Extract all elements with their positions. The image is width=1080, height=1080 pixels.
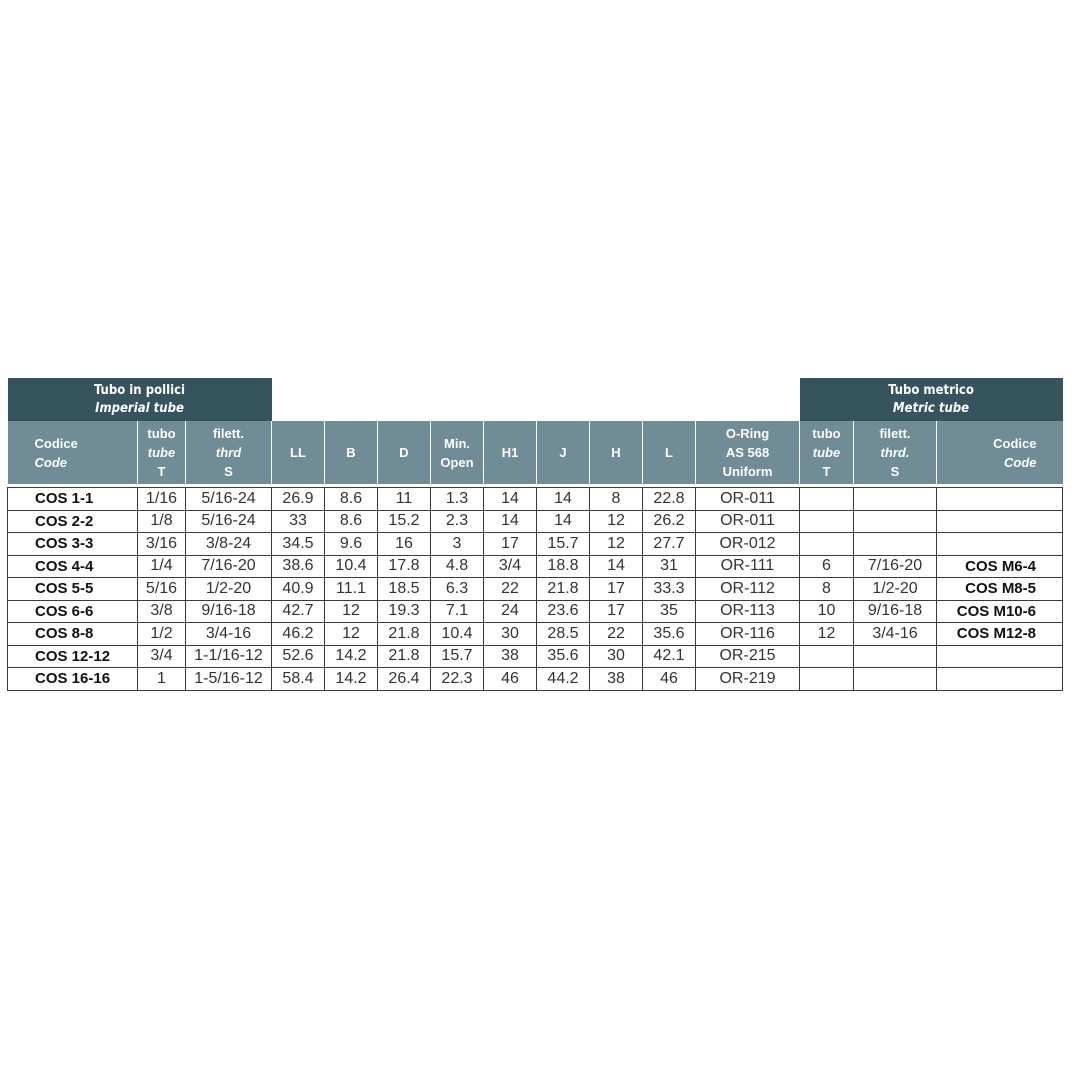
column-header-line: Uniform xyxy=(722,464,773,479)
cell-ll: 33 xyxy=(272,510,325,533)
cell-o-ring: OR-113 xyxy=(696,600,800,623)
column-header-line: LL xyxy=(290,445,306,460)
cell-tube-t: 1/4 xyxy=(138,555,186,578)
cell-l: 46 xyxy=(643,668,696,691)
cell-metric-tube-t xyxy=(800,668,854,691)
cell-l: 35.6 xyxy=(643,623,696,646)
cell-l: 35 xyxy=(643,600,696,623)
cell-ll: 52.6 xyxy=(272,645,325,668)
column-header-line: H1 xyxy=(501,445,519,460)
cell-metric-code xyxy=(937,668,1063,691)
cell-ll: 34.5 xyxy=(272,533,325,556)
cell-h1: 14 xyxy=(484,510,537,533)
cell-tube-t: 1/8 xyxy=(138,510,186,533)
cell-ll: 42.7 xyxy=(272,600,325,623)
cell-h1: 3/4 xyxy=(484,555,537,578)
cell-b: 12 xyxy=(325,600,378,623)
column-header-line: D xyxy=(399,445,409,460)
cell-h: 8 xyxy=(590,488,643,511)
cell-code: COS 16-16 xyxy=(8,668,138,691)
cell-metric-code xyxy=(937,488,1063,511)
column-header-h1 xyxy=(484,421,537,484)
cell-min-open: 22.3 xyxy=(431,668,484,691)
column-header-line: tube xyxy=(147,445,176,460)
cell-min-open: 10.4 xyxy=(431,623,484,646)
column-header-line: Codice xyxy=(34,435,78,451)
column-header-l xyxy=(643,421,696,484)
cell-tube-t: 5/16 xyxy=(138,578,186,601)
cell-h: 12 xyxy=(590,510,643,533)
column-header-metric-tube-t xyxy=(800,421,854,484)
cell-ll: 40.9 xyxy=(272,578,325,601)
fitting-spec-table xyxy=(7,378,1063,691)
table-row xyxy=(8,533,1063,556)
cell-metric-tube-t xyxy=(800,510,854,533)
cell-ll: 58.4 xyxy=(272,668,325,691)
cell-code: COS 5-5 xyxy=(8,578,138,601)
cell-o-ring: OR-116 xyxy=(696,623,800,646)
table-row xyxy=(8,555,1063,578)
cell-h: 30 xyxy=(590,645,643,668)
column-header-line: filett. xyxy=(212,426,245,441)
cell-o-ring: OR-011 xyxy=(696,488,800,511)
cell-thread-s: 1-1/16-12 xyxy=(186,645,272,668)
cell-b: 14.2 xyxy=(325,668,378,691)
cell-metric-thread-s: 7/16-20 xyxy=(854,555,937,578)
cell-h: 12 xyxy=(590,533,643,556)
cell-metric-thread-s xyxy=(854,668,937,691)
column-header-line: T xyxy=(157,464,166,479)
column-header-metric-code xyxy=(937,421,1063,484)
cell-j: 21.8 xyxy=(537,578,590,601)
column-header-b xyxy=(325,421,378,484)
cell-metric-thread-s xyxy=(854,510,937,533)
table-row xyxy=(8,645,1063,668)
cell-o-ring: OR-012 xyxy=(696,533,800,556)
cell-h: 17 xyxy=(590,600,643,623)
cell-code: COS 12-12 xyxy=(8,645,138,668)
cell-metric-tube-t: 10 xyxy=(800,600,854,623)
column-header-line: Open xyxy=(440,454,474,470)
cell-metric-code xyxy=(937,645,1063,668)
column-header-line: H xyxy=(611,445,621,460)
cell-metric-code xyxy=(937,510,1063,533)
cell-tube-t: 1 xyxy=(138,668,186,691)
cell-j: 23.6 xyxy=(537,600,590,623)
cell-code: COS 4-4 xyxy=(8,555,138,578)
cell-metric-thread-s: 3/4-16 xyxy=(854,623,937,646)
cell-min-open: 1.3 xyxy=(431,488,484,511)
cell-h: 22 xyxy=(590,623,643,646)
cell-metric-tube-t: 6 xyxy=(800,555,854,578)
column-header-metric-thread-s xyxy=(854,421,937,484)
cell-metric-code xyxy=(937,533,1063,556)
cell-metric-thread-s xyxy=(854,645,937,668)
cell-metric-thread-s: 9/16-18 xyxy=(854,600,937,623)
cell-tube-t: 1/2 xyxy=(138,623,186,646)
cell-code: COS 2-2 xyxy=(8,510,138,533)
cell-o-ring: OR-219 xyxy=(696,668,800,691)
cell-h1: 30 xyxy=(484,623,537,646)
cell-l: 33.3 xyxy=(643,578,696,601)
imperial-tube-group-header xyxy=(8,378,272,421)
cell-thread-s: 1-5/16-12 xyxy=(186,668,272,691)
cell-h1: 24 xyxy=(484,600,537,623)
cell-h: 17 xyxy=(590,578,643,601)
cell-code: COS 6-6 xyxy=(8,600,138,623)
cell-o-ring: OR-011 xyxy=(696,510,800,533)
imperial-group-title: Tubo in pollici xyxy=(93,382,186,398)
cell-l: 31 xyxy=(643,555,696,578)
cell-d: 11 xyxy=(378,488,431,511)
cell-d: 18.5 xyxy=(378,578,431,601)
column-header-h xyxy=(590,421,643,484)
cell-d: 21.8 xyxy=(378,645,431,668)
table-row xyxy=(8,578,1063,601)
cell-thread-s: 3/4-16 xyxy=(186,623,272,646)
cell-thread-s: 5/16-24 xyxy=(186,510,272,533)
cell-thread-s: 7/16-20 xyxy=(186,555,272,578)
cell-d: 16 xyxy=(378,533,431,556)
cell-h1: 46 xyxy=(484,668,537,691)
cell-d: 19.3 xyxy=(378,600,431,623)
cell-l: 26.2 xyxy=(643,510,696,533)
cell-b: 8.6 xyxy=(325,488,378,511)
table-row xyxy=(8,510,1063,533)
cell-thread-s: 1/2-20 xyxy=(186,578,272,601)
metric-group-subtitle: Metric tube xyxy=(892,400,970,416)
group-header-gap xyxy=(272,378,800,421)
group-header-row xyxy=(8,378,1063,421)
column-header-j xyxy=(537,421,590,484)
cell-l: 27.7 xyxy=(643,533,696,556)
column-header-o-ring xyxy=(696,421,800,484)
column-header-line: B xyxy=(346,445,356,460)
cell-min-open: 7.1 xyxy=(431,600,484,623)
cell-metric-code: COS M6-4 xyxy=(937,555,1063,578)
cell-h: 38 xyxy=(590,668,643,691)
cell-d: 26.4 xyxy=(378,668,431,691)
cell-ll: 26.9 xyxy=(272,488,325,511)
cell-code: COS 8-8 xyxy=(8,623,138,646)
column-header-line: tubo xyxy=(812,426,841,441)
cell-metric-tube-t xyxy=(800,488,854,511)
table-row xyxy=(8,600,1063,623)
column-header-tube-t xyxy=(138,421,186,484)
cell-metric-thread-s: 1/2-20 xyxy=(854,578,937,601)
cell-tube-t: 3/16 xyxy=(138,533,186,556)
column-header-d xyxy=(378,421,431,484)
cell-metric-tube-t: 12 xyxy=(800,623,854,646)
cell-o-ring: OR-111 xyxy=(696,555,800,578)
cell-o-ring: OR-215 xyxy=(696,645,800,668)
column-header-line: O-Ring xyxy=(725,426,770,441)
cell-h1: 38 xyxy=(484,645,537,668)
cell-j: 35.6 xyxy=(537,645,590,668)
cell-ll: 46.2 xyxy=(272,623,325,646)
table-row xyxy=(8,623,1063,646)
cell-b: 9.6 xyxy=(325,533,378,556)
cell-ll: 38.6 xyxy=(272,555,325,578)
cell-code: COS 1-1 xyxy=(8,488,138,511)
cell-tube-t: 3/8 xyxy=(138,600,186,623)
cell-tube-t: 3/4 xyxy=(138,645,186,668)
cell-min-open: 15.7 xyxy=(431,645,484,668)
column-header-line: Min. xyxy=(444,435,470,451)
cell-j: 14 xyxy=(537,510,590,533)
cell-o-ring: OR-112 xyxy=(696,578,800,601)
cell-metric-tube-t xyxy=(800,533,854,556)
cell-metric-tube-t: 8 xyxy=(800,578,854,601)
column-header-line: Codice xyxy=(993,435,1037,451)
cell-h1: 17 xyxy=(484,533,537,556)
cell-metric-thread-s xyxy=(854,533,937,556)
column-header-line: J xyxy=(559,445,567,460)
cell-tube-t: 1/16 xyxy=(138,488,186,511)
table-row xyxy=(8,668,1063,691)
cell-b: 8.6 xyxy=(325,510,378,533)
cell-j: 14 xyxy=(537,488,590,511)
column-header-line: Code xyxy=(34,454,67,470)
column-header-line: AS 568 xyxy=(725,445,770,460)
cell-l: 42.1 xyxy=(643,645,696,668)
cell-j: 44.2 xyxy=(537,668,590,691)
cell-j: 18.8 xyxy=(537,555,590,578)
column-header-thread-s xyxy=(186,421,272,484)
cell-b: 10.4 xyxy=(325,555,378,578)
table-row xyxy=(8,488,1063,511)
column-header-row xyxy=(8,421,1063,484)
cell-code: COS 3-3 xyxy=(8,533,138,556)
cell-d: 21.8 xyxy=(378,623,431,646)
cell-b: 12 xyxy=(325,623,378,646)
column-header-line: tubo xyxy=(147,426,176,441)
metric-tube-group-header xyxy=(800,378,1063,421)
cell-h1: 14 xyxy=(484,488,537,511)
column-header-line: Code xyxy=(1004,454,1037,470)
column-header-code xyxy=(8,421,138,484)
cell-thread-s: 9/16-18 xyxy=(186,600,272,623)
cell-min-open: 3 xyxy=(431,533,484,556)
cell-metric-code: COS M8-5 xyxy=(937,578,1063,601)
metric-group-title: Tubo metrico xyxy=(888,382,974,398)
cell-b: 14.2 xyxy=(325,645,378,668)
column-header-line: tube xyxy=(812,445,841,460)
cell-j: 28.5 xyxy=(537,623,590,646)
cell-h: 14 xyxy=(590,555,643,578)
cell-metric-thread-s xyxy=(854,488,937,511)
cell-j: 15.7 xyxy=(537,533,590,556)
cell-d: 17.8 xyxy=(378,555,431,578)
cell-b: 11.1 xyxy=(325,578,378,601)
column-header-line: S xyxy=(224,464,233,479)
column-header-ll xyxy=(272,421,325,484)
cell-d: 15.2 xyxy=(378,510,431,533)
cell-min-open: 4.8 xyxy=(431,555,484,578)
imperial-group-subtitle: Imperial tube xyxy=(95,400,184,416)
column-header-line: thrd. xyxy=(880,445,910,460)
cell-metric-code: COS M10-6 xyxy=(937,600,1063,623)
column-header-line: S xyxy=(890,464,900,479)
cell-metric-code: COS M12-8 xyxy=(937,623,1063,646)
column-header-min-open xyxy=(431,421,484,484)
column-header-line: filett. xyxy=(879,426,911,441)
column-header-line: thrd xyxy=(215,445,242,460)
cell-l: 22.8 xyxy=(643,488,696,511)
cell-min-open: 6.3 xyxy=(431,578,484,601)
cell-metric-tube-t xyxy=(800,645,854,668)
cell-thread-s: 5/16-24 xyxy=(186,488,272,511)
column-header-line: T xyxy=(822,464,831,479)
column-header-line: L xyxy=(665,445,673,460)
cell-thread-s: 3/8-24 xyxy=(186,533,272,556)
cell-min-open: 2.3 xyxy=(431,510,484,533)
cell-h1: 22 xyxy=(484,578,537,601)
